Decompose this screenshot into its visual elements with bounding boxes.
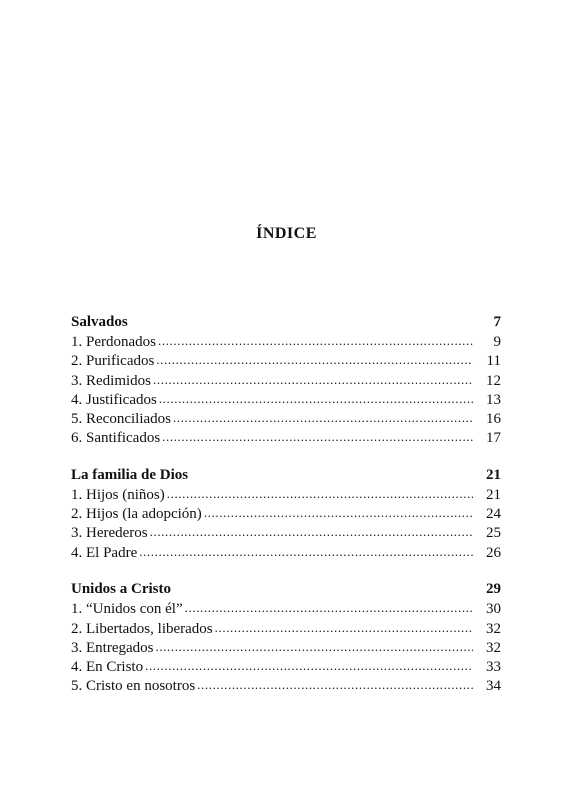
entry-page-number: 9 (493, 334, 501, 351)
section-title: La familia de Dios (71, 466, 189, 483)
dot-leader (153, 370, 473, 390)
dot-leader (159, 389, 473, 409)
dot-leader (139, 542, 473, 562)
entry-page-number: 13 (486, 391, 501, 408)
dot-leader (155, 637, 473, 657)
dot-leader (158, 331, 473, 351)
section-title: Salvados (71, 314, 128, 330)
dot-leader (173, 408, 473, 428)
toc-entry[interactable] (71, 371, 501, 390)
toc-section-unidos (71, 580, 501, 695)
entry-page-number: 11 (486, 353, 501, 370)
table-of-contents (71, 313, 501, 714)
section-page-number: 21 (486, 466, 501, 483)
entry-label: 2. Purificados (71, 353, 155, 370)
toc-entry[interactable] (71, 523, 501, 542)
section-heading[interactable] (71, 466, 501, 485)
entry-label: 4. Justificados (71, 391, 157, 408)
entry-label: 5. Reconciliados (71, 410, 171, 427)
dot-leader (185, 598, 473, 618)
entry-label: 2. Libertados, liberados (71, 620, 213, 637)
dot-leader (145, 656, 473, 676)
entry-label: 4. En Cristo (71, 659, 144, 675)
entry-label: 3. Entregados (71, 639, 154, 656)
entry-label: 5. Cristo en nosotros (71, 678, 196, 695)
toc-section-salvados (71, 313, 501, 447)
toc-section-familia (71, 466, 501, 562)
entry-page-number: 24 (486, 506, 501, 523)
section-page-number: 29 (486, 581, 501, 598)
toc-entry[interactable] (71, 638, 501, 657)
dot-leader (156, 350, 473, 370)
entry-label: 1. “Unidos con él” (71, 601, 183, 618)
entry-label: 3. Redimidos (71, 372, 152, 389)
entry-page-number: 32 (486, 639, 501, 656)
section-page-number: 7 (493, 314, 501, 330)
entry-page-number: 30 (486, 601, 501, 618)
entry-label: 1. Perdonados (71, 334, 156, 351)
section-heading[interactable] (71, 580, 501, 599)
toc-entry[interactable] (71, 504, 501, 523)
dot-leader (204, 503, 473, 523)
dot-leader (215, 618, 473, 638)
toc-entry[interactable] (71, 428, 501, 447)
entry-page-number: 32 (486, 620, 501, 637)
toc-entry[interactable] (71, 676, 501, 695)
entry-label: 4. El Padre (71, 544, 138, 561)
page-title: ÍNDICE (256, 225, 317, 242)
section-title: Unidos a Cristo (71, 581, 172, 598)
toc-entry[interactable] (71, 351, 501, 370)
toc-entry[interactable] (71, 409, 501, 428)
entry-page-number: 16 (486, 410, 501, 427)
entry-page-number: 25 (486, 525, 501, 542)
entry-page-number: 21 (486, 487, 501, 503)
toc-entry[interactable] (71, 657, 501, 676)
section-heading[interactable] (71, 313, 501, 332)
dot-leader (197, 675, 473, 695)
entry-label: 3. Herederos (71, 525, 148, 542)
entry-page-number: 12 (486, 372, 501, 389)
toc-entry[interactable] (71, 599, 501, 618)
dot-leader (167, 484, 473, 504)
toc-entry[interactable] (71, 485, 501, 504)
toc-entry[interactable] (71, 619, 501, 638)
entry-page-number: 34 (486, 678, 501, 695)
entry-label: 1. Hijos (niños) (71, 487, 165, 503)
entry-page-number: 17 (486, 430, 501, 447)
entry-label: 6. Santificados (71, 430, 161, 447)
entry-page-number: 33 (486, 659, 501, 675)
entry-label: 2. Hijos (la adopción) (71, 506, 202, 523)
toc-entry[interactable] (71, 332, 501, 351)
entry-page-number: 26 (486, 544, 501, 561)
dot-leader (162, 427, 473, 447)
dot-leader (150, 522, 473, 542)
toc-entry[interactable] (71, 543, 501, 562)
toc-entry[interactable] (71, 390, 501, 409)
